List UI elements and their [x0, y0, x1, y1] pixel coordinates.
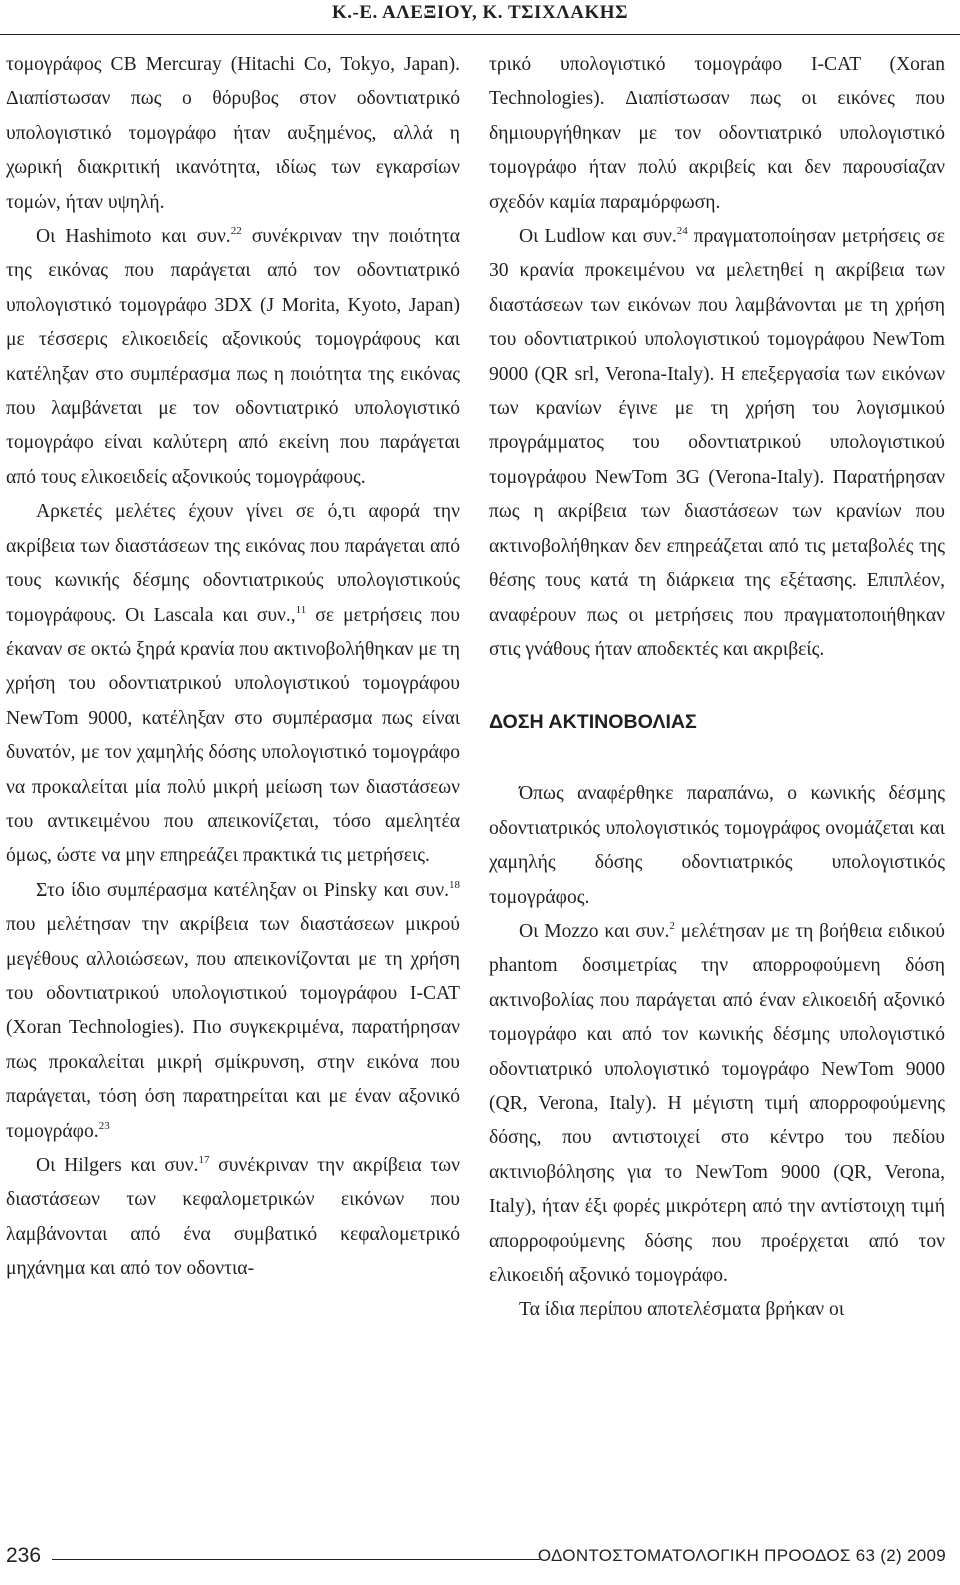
citation-ref: 11: [295, 603, 307, 616]
paragraph-text: τομογράφος CB Mercuray (Hitachi Co, Tokyo, Japan). Διαπίστωσαν πως ο θόρυβος στον οδοντιατρικό υπολογιστικό τομογράφο ήταν αυξημένος, αλλά η χωρική διακριτική ικανότητα, ιδίως των εγκαρσίων τομών, ήταν υψηλή.: [6, 54, 460, 213]
paragraph: [489, 1293, 945, 1327]
journal-title: ΟΔΟΝΤΟΣΤΟΜΑΤΟΛΟΓΙΚΗ ΠΡΟΟΔΟΣ 63 (2) 2009: [537, 1546, 946, 1565]
paragraph: [6, 495, 460, 873]
paragraph: [489, 915, 945, 1293]
citation-ref: 24: [676, 225, 688, 238]
paragraph-text: Οι Mozzo και συν.: [519, 920, 670, 942]
citation-ref: 2: [669, 919, 675, 932]
paragraph: [6, 1149, 460, 1287]
left-column: [6, 48, 460, 1287]
paragraph-text: πραγματοποίησαν μετρήσεις σε 30 κρανία προκειμένου να μελετηθεί η ακρίβεια των διαστάσεων των εικόνων που λαμβάνονται με τη χρήση του οδοντιατρικού υπολογιστικού τομογράφου NewTom 9000 (QR srl, Verona-Italy). Η επεξεργασία των εικόνων των κρανίων έγινε με τη χρήση του λογισμικού προγράμματος του οδοντιατρικού υπολογιστικού τομογράφου NewTom 3G (Verona-Italy). Παρατήρησαν πως η ακρίβεια των διαστάσεων των κρανίων που ακτινοβολήθηκαν δεν επηρεάζεται από τις μεταβολές της θέσης τους κατά τη διάρκεια της εξέτασης. Επιπλέον, αναφέρουν πως οι μετρήσεις που πραγματοποιήθηκαν στις γνάθους ήταν αποδεκτές και ακριβείς.: [489, 226, 945, 660]
paragraph-text: που μελέτησαν την ακρίβεια των διαστάσεων μικρού μεγέθους αλλοιώσεων, που απεικονίζονται με τη χρήση του οδοντιατρικού υπολογιστικού τομογράφου I-CAT (Xoran Technologies). Πιο συγκεκριμένα, παρατήρησαν πως προκαλείται μικρή σμίκρυνση, στην εικόνα που παράγεται, τόση όση παρατηρείται και με έναν αξονικό τομογράφο.: [6, 914, 460, 1142]
paragraph: [489, 48, 945, 220]
page-number: 236: [6, 1544, 42, 1567]
citation-ref: 17: [198, 1154, 210, 1166]
page-footer: [0, 1538, 960, 1578]
paragraph: [489, 777, 945, 915]
running-head-authors: Κ.-Ε. ΑΛΕΞΙΟΥ, Κ. ΤΣΙΧΛΑΚΗΣ: [331, 2, 628, 23]
paragraph-text: Οι Hilgers και συν.: [36, 1155, 199, 1176]
paragraph-text: σε μετρήσεις που έκαναν σε οκτώ ξηρά κρανία που ακτινοβολήθηκαν με τη χρήση του οδοντιατρικού υπολογιστικού τομογράφου NewTom 9000, κατέληξαν στο συμπέρασμα πως είναι δυνατόν, με τον χαμηλής δόσης υπολογιστικό τομογράφο να προκαλείται μία πολύ μικρή μείωση των διαστάσεων του αντικειμένου που απεικονίζεται, τόσο αμελητέα όμως, ώστε να μην επηρεάζει πρακτικά τις μετρήσεις.: [6, 604, 460, 867]
paragraph-text: συνέκριναν την ακρίβεια των διαστάσεων των κεφαλομετρικών εικόνων που λαμβάνονται από ένα συμβατικό κεφαλομετρικό μηχάνημα και από τον οδοντια-: [6, 1155, 460, 1280]
header-divider: [0, 34, 960, 35]
footer-divider: [52, 1559, 540, 1560]
citation-ref: 23: [98, 1119, 110, 1132]
paragraph-text: τρικό υπολογιστικό τομογράφο I-CAT (Xoran Technologies). Διαπίστωσαν πως οι εικόνες που δημιουργήθηκαν με τον οδοντιατρικό υπολογιστικό τομογράφο ήταν πολύ ακριβείς και δεν παρουσίαζαν σχεδόν καμία παραμόρφωση.: [489, 54, 945, 213]
paragraph-text: Στο ίδιο συμπέρασμα κατέληξαν οι Pinsky και συν.: [36, 879, 449, 901]
paragraph-text: μελέτησαν με τη βοήθεια ειδικού phantom δοσιμετρίας την απορροφούμενη δόση ακτινοβολίας που παράγεται από έναν ελικοειδή αξονικό τομογράφο και από τον κωνικής δέσμης υπολογιστικό οδοντιατρικό υπολογιστικό τομογράφο NewTom 9000 (QR, Verona, Italy). Η μέγιστη τιμή απορροφούμενης δόσης, που αντιστοιχεί στο κέντρο του πεδίου ακτινιοβόλησης για το NewTom 9000 (QR, Verona, Italy), ήταν έξι φορές μικρότερη από την αντίστοιχη τιμή απορροφούμενης δόσης που προέρχεται από τον ελικοειδή αξονικό τομογράφο.: [489, 920, 945, 1286]
paragraph-text: Αρκετές μελέτες έχουν γίνει σε ό,τι αφορά την ακρίβεια των διαστάσεων της εικόνας που παράγεται από τους κωνικής δέσμης οδοντιατρικούς υπολογιστικούς τομογράφους. Οι Lascala και συν.,: [6, 501, 460, 626]
citation-ref: 18: [449, 878, 460, 891]
paragraph-text: συνέκριναν την ποιότητα της εικόνας που παράγεται από τον οδοντιατρικό υπολογιστικό τομογράφο 3DX (J Morita, Kyoto, Japan) με τέσσερις ελικοειδείς αξονικούς τομογράφους και κατέληξαν στο συμπέρασμα πως η ποιότητα της εικόνας που λαμβάνεται με τον οδοντιατρικό υπολογιστικό τομογράφο είναι καλύτερη από εκείνη που παράγεται από τους ελικοειδείς αξονικούς τομογράφους.: [6, 226, 460, 488]
paragraph-text: Οι Ludlow και συν.: [519, 226, 677, 248]
paragraph: [6, 220, 460, 495]
section-heading: ΔΟΣΗ ΑΚΤΙΝΟΒΟΛΙΑΣ: [489, 711, 697, 734]
paragraph: [6, 874, 460, 1149]
paragraph-text: Τα ίδια περίπου αποτελέσματα βρήκαν οι: [519, 1299, 845, 1321]
paragraph-text: Όπως αναφέρθηκε παραπάνω, ο κωνικής δέσμης οδοντιατρικός υπολογιστικός τομογράφος ονομάζεται και χαμηλής δόσης οδοντιατρικός υπολογιστικός τομογράφος.: [489, 783, 945, 908]
paragraph: [6, 48, 460, 220]
paragraph-text: Οι Hashimoto και συν.: [36, 226, 231, 248]
right-column: [489, 48, 945, 1328]
citation-ref: 22: [230, 225, 242, 238]
paragraph: [489, 220, 945, 667]
